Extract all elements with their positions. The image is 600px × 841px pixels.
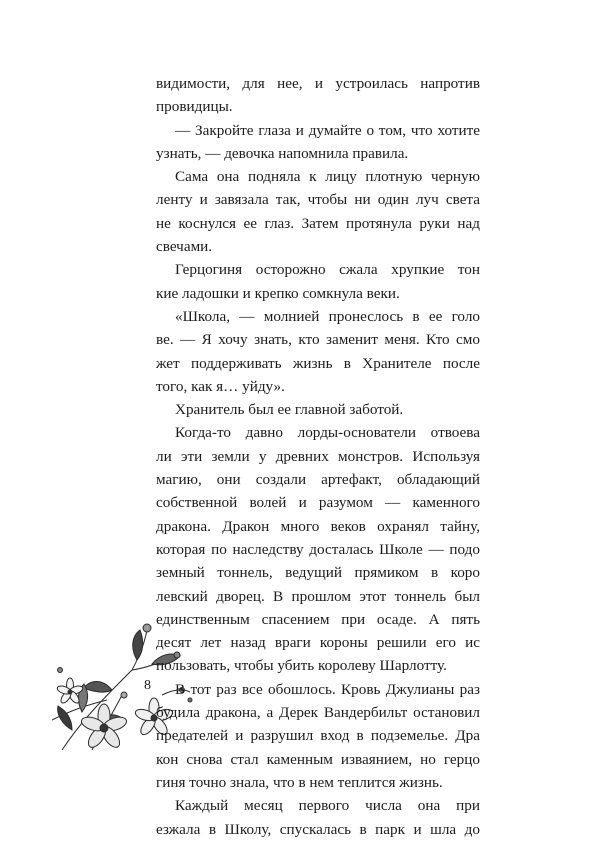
text-line: единственным спасением при осаде. А пять	[156, 610, 480, 628]
text-line: узнать, — девочка напомнила правила.	[156, 144, 409, 162]
text-line: жет поддерживать жизнь в Хранителе после	[156, 354, 480, 372]
text-line: кон снова стал каменным изваянием, но герцо	[156, 750, 480, 768]
text-line: левский дворец. В прошлом этот тоннель был	[156, 587, 480, 605]
text-line: предателей и разрушил вход в подземелье. Дра	[156, 727, 480, 745]
text-line: десят лет назад враги короны решили его ис	[156, 634, 480, 652]
text-line: собственной волей и разумом — каменного	[156, 494, 480, 512]
text-line: не коснулся ее глаз. Затем протянула руки над	[156, 214, 480, 232]
text-line: — Закройте глаза и думайте о том, что хотите	[175, 121, 480, 139]
body-text	[156, 72, 480, 841]
text-line: видимости, для нее, и устроилась напротив	[156, 75, 480, 92]
text-line: того, как я… уйду».	[156, 377, 285, 395]
text-line: дракона. Дракон много веков охранял тайну,	[156, 517, 480, 535]
text-line: Герцогиня осторожно сжала хрупкие тон	[175, 261, 480, 279]
page-number: 8	[144, 678, 151, 693]
text-line: ве. — Я хочу знать, кто заменит меня. Кто смо	[156, 331, 480, 349]
text-line: Каждый месяц первого числа она при	[175, 797, 480, 815]
text-line: пользовать, чтобы убить королеву Шарлотту.	[156, 657, 447, 675]
text-line: ленту и завязала так, чтобы ни один луч света	[156, 191, 480, 209]
text-line: езжала в Школу, спускалась в парк и шла до	[156, 820, 480, 838]
text-line: «Школа, — молнией пронеслось в ее голо	[175, 307, 480, 325]
text-line: ли эти земли у древних монстров. Используя	[156, 447, 480, 465]
text-line: земный тоннель, ведущий прямиком в коро	[156, 564, 480, 582]
text-line: гиня точно знала, что в нем теплится жизнь.	[156, 773, 443, 791]
text-line: Когда-то давно лорды-основатели отвоева	[175, 424, 480, 442]
text-line: Сама она подняла к лицу плотную черную	[175, 168, 480, 186]
text-line: свечами.	[156, 238, 213, 256]
text-line: В тот раз все обошлось. Кровь Джулианы раз	[175, 680, 480, 698]
text-line: кие ладошки и крепко сомкнула веки.	[156, 284, 400, 302]
text-line: которая по наследству досталась Школе — подо	[156, 540, 480, 558]
text-line: магию, они создали артефакт, обладающий	[156, 471, 480, 489]
text-line: Хранитель был ее главной заботой.	[175, 401, 404, 419]
text-line: будила дракона, а Дерек Вандербильт остановил	[156, 704, 480, 722]
text-line: провидицы.	[156, 98, 233, 116]
